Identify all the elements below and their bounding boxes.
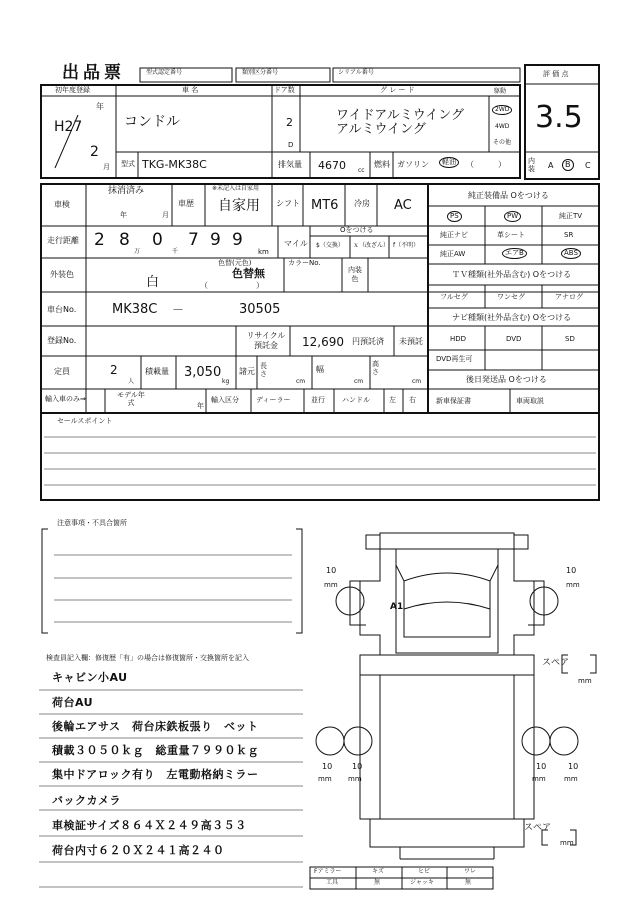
inspector-line-8: 荷台内寸６２０Ｘ２４１高２４０ — [52, 844, 225, 857]
dvd-playback: DVD再生可 — [436, 355, 473, 363]
fuel-label: 燃料 — [374, 160, 390, 169]
history-note: ※未記入は自家用 — [212, 185, 260, 192]
rating-value: 3.5 — [535, 100, 583, 135]
inspector-line-5: 集中ドアロック有り 左電動格納ミラー — [52, 768, 259, 781]
sales-point-label: セールスポイント — [57, 417, 113, 425]
shaken-label: 車検 — [54, 200, 70, 209]
mileage-digit-1: 2 — [94, 230, 105, 250]
meter-unknown: f（不明） — [393, 242, 420, 249]
spare-top-mm: mm — [578, 677, 592, 685]
displacement-label: 排気量 — [278, 160, 302, 169]
first-reg-month: 2 — [90, 144, 99, 160]
tire-rear-left-inner-depth: 10 — [352, 762, 363, 771]
tire-rear-right-inner-depth: 10 — [536, 762, 547, 771]
mileage-digit-2: 8 — [119, 230, 130, 250]
meter-tampered: ｘ（改ざん） — [353, 242, 390, 249]
ac-label: 冷房 — [354, 199, 370, 208]
color-change-value: 色替無 — [232, 267, 265, 280]
color-label: 外装色 — [50, 270, 74, 279]
equip-tv: 純正TV — [559, 212, 583, 220]
drive-2wd-circled: 2WD — [492, 105, 512, 115]
load-label: 積載量 — [145, 367, 169, 376]
model-year-unit: 年 — [197, 402, 204, 410]
chassis-number: 30505 — [239, 302, 281, 317]
month-unit: 月 — [103, 163, 110, 171]
car-name: コンドル — [124, 114, 180, 130]
legend-header-mirror: Fアミラー — [314, 868, 342, 875]
equipment-title: 純正装備品 Oをつける — [468, 191, 549, 200]
inspector-note: 検査員記入欄：修復歴「有」の場合は修復箇所・交換箇所を記入 — [46, 654, 249, 662]
length-unit: cm — [296, 378, 306, 385]
tv-fullseg: フルセグ — [440, 293, 468, 301]
interior-color-label: 内装色 — [348, 266, 362, 283]
shaken-status: 抹消済み — [108, 186, 145, 196]
history-value: 自家用 — [218, 198, 260, 214]
recycle-deposited: 円預託済 — [352, 337, 384, 346]
inspector-line-4: 積載３０５０ｋｇ 総重量７９９０ｋｇ — [52, 744, 259, 757]
car-name-label: 車 名 — [182, 86, 199, 94]
legend-jack-value: 無 — [465, 879, 472, 886]
load-value: 3,050 — [184, 365, 222, 380]
drive-other: その他 — [493, 139, 512, 146]
mileage-label: 走行距離 — [47, 236, 79, 245]
recycle-unpaid: 未預託 — [399, 337, 423, 346]
legend-header-break: ワレ — [464, 868, 477, 875]
shaken-month-unit: 月 — [162, 211, 169, 219]
grade-line-2: アルミウイング — [336, 122, 426, 137]
mileage-digit-6: 9 — [232, 230, 243, 250]
tire-rear-left-outer-depth: 10 — [322, 762, 333, 771]
model-year-label: モデル年式 — [117, 391, 145, 407]
equip-sr: SR — [564, 231, 574, 239]
spare-label-bottom: スペア — [524, 823, 552, 833]
equip-navi: 純正ナビ — [440, 231, 468, 239]
unit-man: 万 — [134, 248, 141, 255]
form-title: 出品票 — [62, 63, 125, 83]
category-label: 類別区分番号 — [242, 69, 279, 76]
navi-dvd: DVD — [506, 335, 522, 343]
equip-leather: 革シート — [497, 231, 525, 239]
inspector-line-1: キャビン小AU — [52, 671, 128, 684]
tire-rear-left-outer-mm: mm — [318, 775, 332, 783]
legend-jack-label: ジャッキ — [410, 879, 434, 886]
tv-oneseg: ワンセグ — [497, 293, 525, 301]
tire-front-right-mm: mm — [566, 581, 580, 589]
tire-rear-right-outer-depth: 10 — [568, 762, 579, 771]
tire-front-right-depth: 10 — [566, 566, 577, 575]
mileage-digit-4: 7 — [188, 230, 199, 250]
legend-tools-value: 無 — [374, 879, 381, 886]
inspector-line-2: 荷台AU — [52, 696, 94, 709]
ac-value: AC — [394, 198, 412, 213]
doors-unit: D — [288, 141, 294, 149]
drive-label: 駆動 — [494, 88, 507, 95]
notes-label: 注意事項・不具合箇所 — [57, 519, 127, 527]
chassis-prefix: MK38C — [112, 302, 158, 317]
later-manual: 車両取説 — [516, 397, 544, 405]
interior-a: A — [548, 161, 554, 170]
displacement-unit: cc — [358, 167, 365, 174]
shift-value: MT6 — [311, 198, 339, 213]
later-warranty: 新車保証書 — [436, 397, 471, 405]
height-unit: cm — [412, 378, 422, 385]
width-unit: cm — [354, 378, 364, 385]
reg-no-label: 登録No. — [47, 336, 77, 345]
inspector-line-6: バックカメラ — [52, 794, 121, 807]
recycle-label: リサイクル預託金 — [246, 331, 286, 350]
unit-km: km — [258, 248, 269, 256]
navi-hdd: HDD — [450, 335, 467, 343]
import-label: 輸入車のみ⇒ — [45, 395, 86, 403]
tire-rear-right-outer-mm: mm — [564, 775, 578, 783]
color-no-label: カラーNo. — [288, 259, 321, 267]
color-change-label: 色替(元色) — [218, 259, 252, 267]
handle-left: 左 — [389, 396, 396, 404]
height-label: 高さ — [372, 360, 379, 376]
equip-pw-circled: PW — [504, 211, 521, 222]
displacement-value: 4670 — [318, 159, 346, 172]
truck-diagram — [300, 525, 600, 865]
tire-rear-right-inner-mm: mm — [532, 775, 546, 783]
interior-c: C — [585, 161, 591, 170]
import-category-label: 輸入区分 — [211, 396, 239, 404]
grade-label: グ レ ー ド — [380, 86, 415, 94]
inspector-line-3: 後輪エアサス 荷台床鉄板張り ベット — [52, 720, 259, 733]
tire-rear-left-inner-mm: mm — [348, 775, 362, 783]
first-reg-label: 初年度登録 — [55, 86, 90, 94]
tv-analog: アナログ — [555, 293, 583, 301]
navi-sd: SD — [565, 335, 575, 343]
capacity-unit: 人 — [128, 378, 135, 385]
dims-label: 諸元 — [239, 367, 255, 376]
import-parallel: 並行 — [311, 396, 325, 404]
fuel-diesel-circled: 軽油 — [439, 157, 459, 168]
meter-circle-hint: Oをつける — [340, 226, 374, 234]
meter-exchanged: $（交換） — [316, 242, 344, 249]
shift-label: シフト — [276, 199, 300, 208]
handle-right: 右 — [409, 396, 416, 404]
mileage-digit-5: 9 — [210, 230, 221, 250]
color-change-paren: （ ） — [200, 281, 264, 290]
fuel-other: （ ） — [466, 160, 506, 169]
equip-abs-circled: ABS — [561, 248, 581, 259]
model-cert-label: 型式認定番号 — [146, 69, 183, 76]
import-dealer: ディーラー — [256, 396, 291, 404]
equip-ps-circled: PS — [447, 211, 462, 222]
inspector-line-7: 車検証サイズ８６４Ｘ２４９高３５３ — [52, 819, 247, 832]
interior-b-circled: B — [562, 159, 574, 171]
mile-label: マイル — [284, 239, 308, 248]
spare-bottom-mm: mm — [560, 839, 574, 847]
legend-header-scratch: キズ — [372, 868, 384, 875]
rating-label: 評 価 点 — [543, 70, 569, 78]
legend-header-crack: ヒビ — [418, 868, 431, 875]
legend-tools-label: 工具 — [326, 879, 339, 886]
equip-airbag-circled: エアB — [502, 248, 527, 259]
capacity-label: 定員 — [54, 367, 70, 376]
width-label: 幅 — [316, 365, 324, 374]
chassis-label: 車台No. — [47, 305, 77, 314]
handle-label: ハンドル — [342, 396, 370, 404]
load-unit: kg — [222, 378, 230, 385]
mileage-digit-3: 0 — [152, 230, 163, 250]
unit-sen: 千 — [172, 248, 179, 255]
serial-label: シリアル番号 — [338, 69, 374, 76]
history-label: 車歴 — [178, 199, 194, 208]
chassis-dash: － — [172, 303, 185, 317]
recycle-amount: 12,690 — [302, 335, 344, 349]
length-label: 長さ — [260, 362, 267, 378]
navi-title: ナビ種類(社外品含む) Oをつける — [452, 313, 572, 322]
first-reg-year: H27 — [54, 119, 83, 135]
grade-line-1: ワイドアルミウイング — [336, 108, 465, 123]
later-title: 後日発送品 Oをつける — [466, 375, 547, 384]
color-value: 白 — [146, 275, 160, 290]
tire-front-left-depth: 10 — [326, 566, 337, 575]
fuel-gasoline: ガソリン — [397, 160, 429, 169]
doors-value: 2 — [286, 116, 293, 129]
type-label: 型式 — [121, 160, 135, 168]
tv-title: ＴＶ種類(社外品含む) Oをつける — [452, 270, 572, 279]
equip-aw: 純正AW — [440, 250, 466, 258]
damage-mark: A1 — [390, 602, 404, 612]
capacity-value: 2 — [110, 363, 118, 377]
drive-4wd: 4WD — [495, 123, 510, 130]
year-unit: 年 — [96, 102, 104, 111]
type-value: TKG-MK38C — [142, 158, 207, 171]
doors-label: ドア数 — [274, 86, 295, 94]
tire-front-left-mm: mm — [324, 581, 338, 589]
shaken-year-unit: 年 — [120, 211, 127, 219]
spare-label-top: スペア — [542, 658, 570, 668]
interior-label: 内装 — [528, 157, 535, 173]
